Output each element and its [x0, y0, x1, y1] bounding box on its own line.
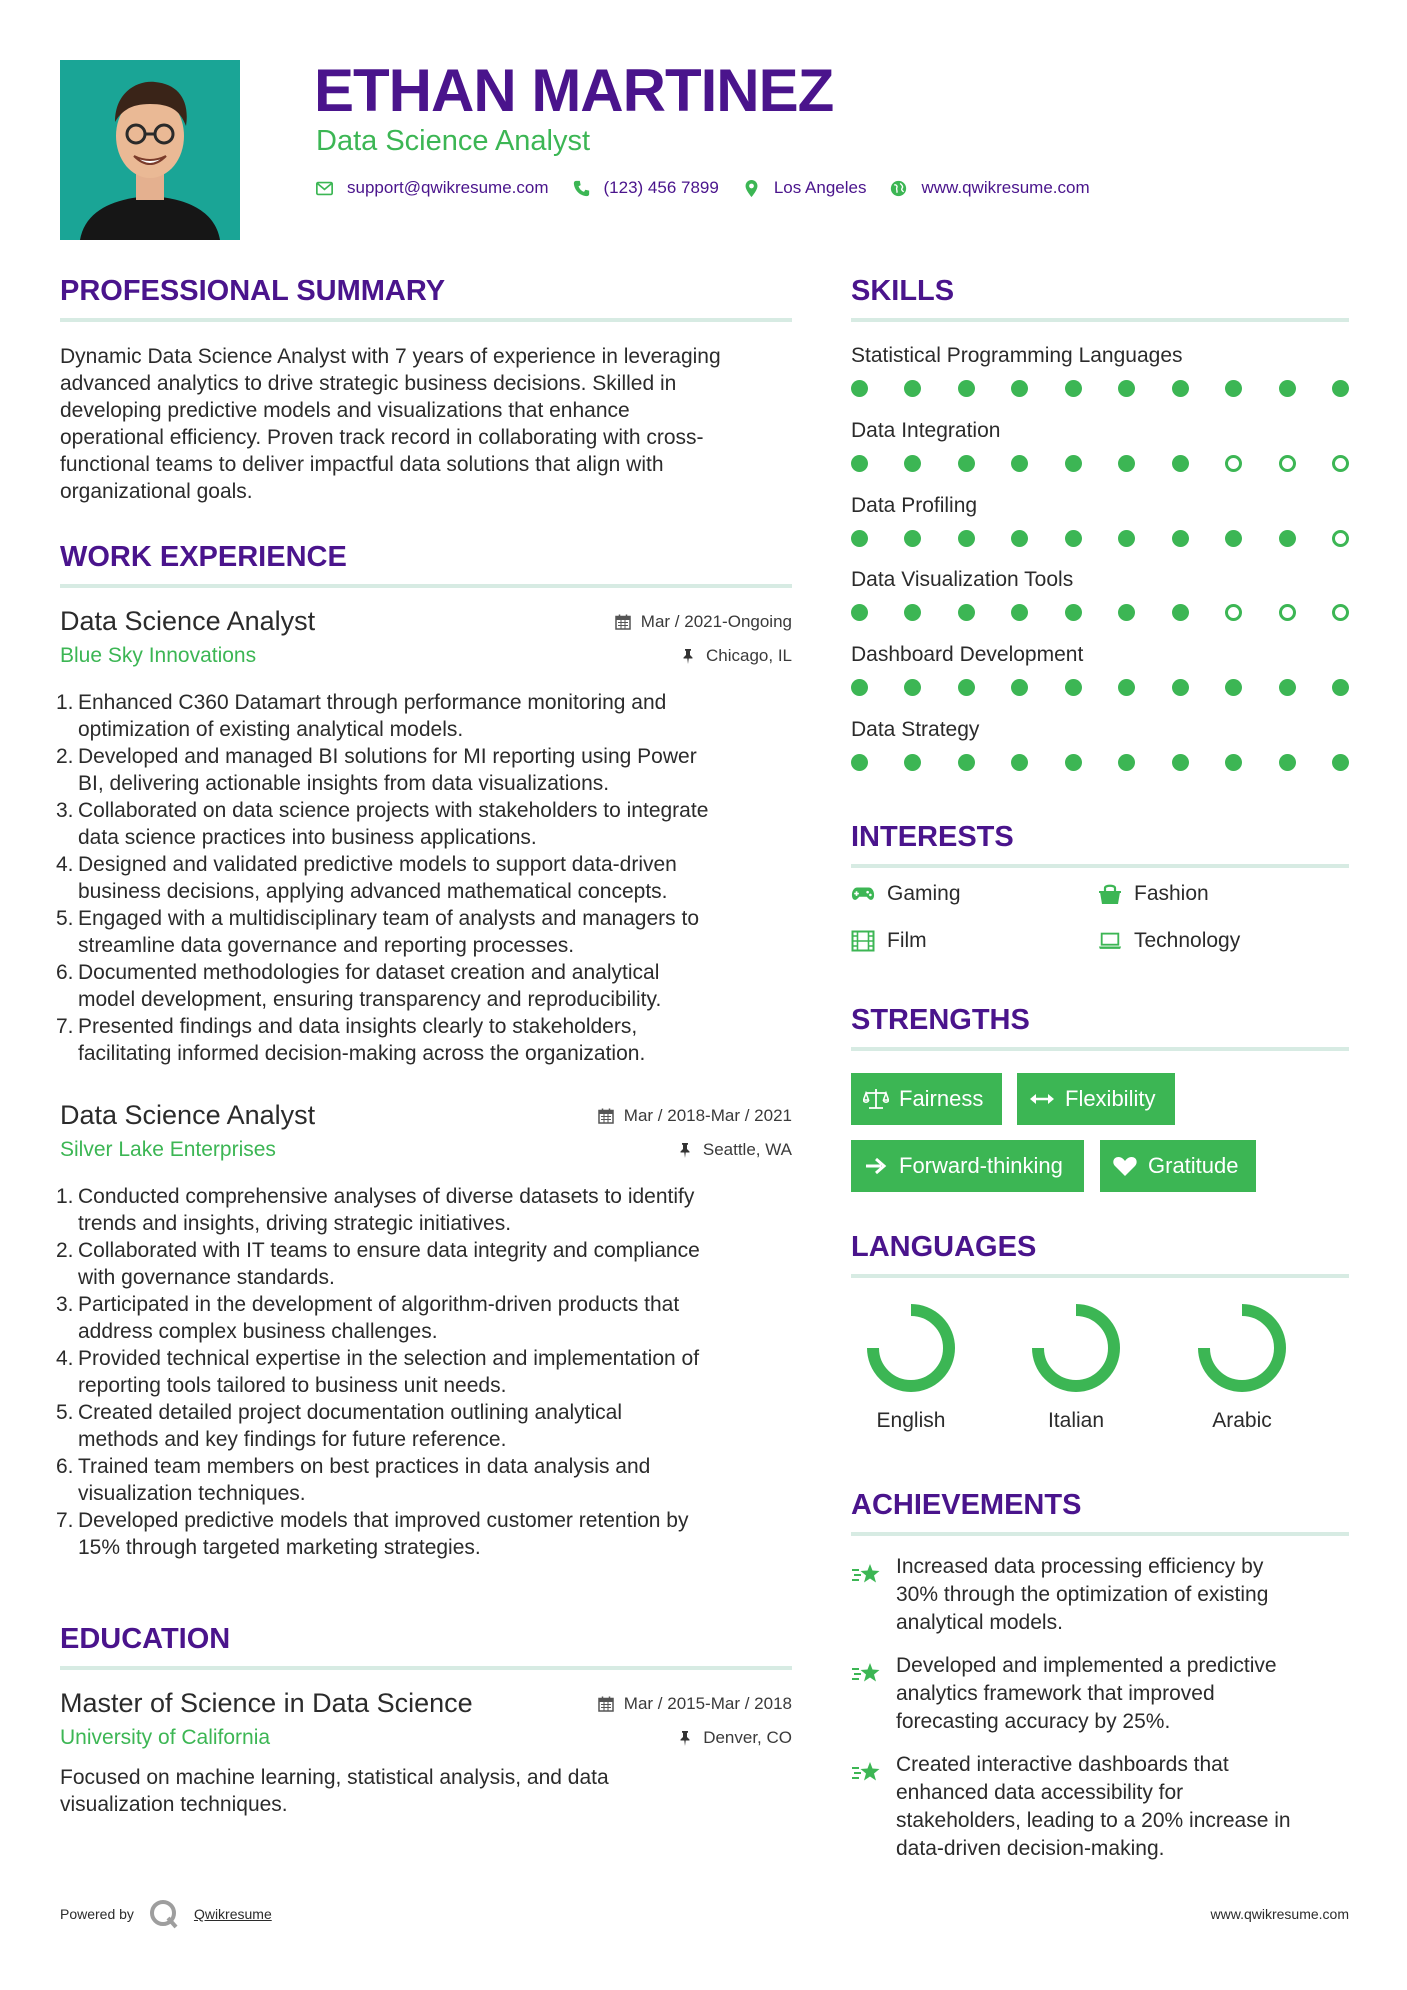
job-bullet-list — [56, 1183, 796, 1561]
shooting-star-icon — [851, 1759, 883, 1787]
strengths-heading: STRENGTHS — [851, 1004, 1030, 1036]
qwikresume-link[interactable]: Qwikresume — [193, 1906, 272, 1922]
rating-dot-filled — [1332, 754, 1349, 771]
candidate-name: ETHAN MARTINEZ — [314, 57, 834, 124]
skill-rating — [851, 380, 1349, 397]
list-number: 3. — [56, 799, 74, 822]
rating-dot-filled — [958, 604, 975, 621]
list-item — [56, 851, 796, 905]
skill-name: Data Strategy — [851, 718, 980, 741]
rating-dot-filled — [1065, 679, 1082, 696]
contact-bar — [316, 178, 1114, 198]
contact-website-text[interactable]: www.qwikresume.com — [921, 178, 1090, 197]
education-location-text: Denver, CO — [703, 1728, 792, 1747]
contact-email-text[interactable]: support@qwikresume.com — [347, 178, 549, 197]
footer-website[interactable]: www.qwikresume.com — [1210, 1906, 1349, 1922]
list-item-line: Designed and validated predictive models to support data-driven — [78, 853, 677, 876]
rating-dot-filled — [1118, 380, 1135, 397]
contact-email[interactable] — [316, 178, 549, 198]
rating-dot-filled — [851, 455, 868, 472]
rating-dot-filled — [1065, 604, 1082, 621]
achievement-line: analytics framework that improved — [896, 1682, 1215, 1705]
list-item-line: with governance standards. — [78, 1266, 335, 1289]
interest-item — [851, 929, 927, 953]
interest-item — [1098, 929, 1240, 953]
strength-label: Fairness — [899, 1086, 984, 1111]
education-date — [598, 1694, 792, 1714]
rating-dot-filled — [1011, 530, 1028, 547]
rating-dot-filled — [851, 754, 868, 771]
achievement-line: analytical models. — [896, 1611, 1063, 1634]
list-number: 1. — [56, 691, 74, 714]
job-date-text: Mar / 2018-Mar / 2021 — [623, 1106, 792, 1125]
shooting-star-icon — [851, 1561, 883, 1589]
list-item-line: BI, delivering actionable insights from data visualizations. — [78, 772, 610, 795]
rating-dot-empty — [1279, 604, 1296, 621]
list-item — [56, 1237, 796, 1291]
education-heading: EDUCATION — [60, 1623, 231, 1655]
skills-section — [851, 274, 1349, 322]
interest-label: Fashion — [1134, 882, 1209, 905]
rating-dot-filled — [1011, 604, 1028, 621]
section-divider — [851, 1274, 1349, 1278]
rating-dot-filled — [1011, 380, 1028, 397]
skills-heading: SKILLS — [851, 275, 955, 307]
section-divider — [60, 1666, 792, 1670]
list-item — [56, 1453, 796, 1507]
rating-dot-filled — [1118, 754, 1135, 771]
list-item — [56, 1399, 796, 1453]
degree-title: Master of Science in Data Science — [60, 1688, 473, 1718]
achievement-line: stakeholders, leading to a 20% increase in — [896, 1809, 1291, 1832]
interest-item — [1098, 882, 1209, 906]
interest-item — [851, 882, 961, 906]
list-item — [56, 689, 796, 743]
language-name: Italian — [1047, 1409, 1105, 1432]
interests-heading: INTERESTS — [851, 821, 1014, 853]
heart-icon — [1112, 1155, 1138, 1177]
rating-dot-filled — [958, 530, 975, 547]
list-item-line: Created detailed project documentation outlining analytical — [78, 1401, 623, 1424]
skill-name: Data Integration — [851, 419, 1001, 442]
summary-line: Dynamic Data Science Analyst with 7 years of experience in leveraging — [60, 345, 721, 368]
rating-dot-filled — [1065, 455, 1082, 472]
job-date — [598, 1106, 792, 1126]
rating-dot-filled — [1172, 530, 1189, 547]
rating-dot-filled — [904, 604, 921, 621]
laptop-icon — [1098, 930, 1122, 952]
profile-photo — [60, 60, 240, 240]
candidate-title: Data Science Analyst — [316, 125, 591, 157]
achievement-item — [851, 1652, 1351, 1736]
contact-location — [743, 178, 867, 198]
list-item-line: Enhanced C360 Datamart through performance monitoring and — [78, 691, 667, 714]
film-icon — [851, 930, 875, 952]
skill-item — [851, 493, 1349, 547]
education-description — [60, 1764, 800, 1818]
language-proficiency-ring — [1031, 1303, 1121, 1393]
rating-dot-filled — [1011, 754, 1028, 771]
languages-heading: LANGUAGES — [851, 1231, 1037, 1263]
rating-dot-filled — [1279, 754, 1296, 771]
shooting-star-icon — [851, 1660, 883, 1688]
list-number: 5. — [56, 907, 74, 930]
list-item-line: Collaborated on data science projects with stakeholders to integrate — [78, 799, 709, 822]
rating-dot-filled — [851, 530, 868, 547]
list-number: 6. — [56, 1455, 74, 1478]
experience-section — [60, 540, 792, 588]
contact-phone-text[interactable]: (123) 456 7899 — [603, 178, 719, 197]
achievements-section — [851, 1488, 1349, 1536]
section-divider — [851, 1047, 1349, 1051]
achievements-heading: ACHIEVEMENTS — [851, 1489, 1082, 1521]
list-item-line: model development, ensuring transparency and reproducibility. — [78, 988, 662, 1011]
list-item — [56, 1345, 796, 1399]
strength-tag — [851, 1140, 1084, 1192]
rating-dot-filled — [1172, 455, 1189, 472]
rating-dot-filled — [1332, 679, 1349, 696]
pushpin-icon — [677, 1142, 693, 1158]
strength-label: Gratitude — [1148, 1153, 1239, 1178]
job-company: Blue Sky Innovations — [60, 644, 257, 667]
list-item-line: data science practices into business applications. — [78, 826, 537, 849]
list-number: 7. — [56, 1015, 74, 1038]
rating-dot-filled — [1065, 754, 1082, 771]
envelope-icon — [316, 180, 333, 197]
rating-dot-filled — [1118, 679, 1135, 696]
list-item — [56, 959, 796, 1013]
summary-line: advanced analytics to drive strategic business decisions. Skilled in — [60, 372, 677, 395]
skill-item — [851, 418, 1349, 472]
rating-dot-filled — [904, 754, 921, 771]
list-item-line: Provided technical expertise in the selection and implementation of — [78, 1347, 700, 1370]
rating-dot-filled — [1225, 754, 1242, 771]
list-item-line: trends and insights, driving strategic initiatives. — [78, 1212, 512, 1235]
job-title: Data Science Analyst — [60, 606, 316, 636]
rating-dot-filled — [1332, 380, 1349, 397]
strength-tag — [1017, 1073, 1175, 1125]
interests-section — [851, 820, 1349, 868]
job-entry-header — [60, 606, 792, 676]
rating-dot-filled — [1279, 530, 1296, 547]
rating-dot-filled — [851, 604, 868, 621]
summary-line: operational efficiency. Proven track record in collaborating with cross- — [60, 426, 704, 449]
rating-dot-filled — [904, 380, 921, 397]
list-item-line: address complex business challenges. — [78, 1320, 438, 1343]
job-location — [680, 646, 792, 666]
rating-dot-empty — [1332, 530, 1349, 547]
list-number: 7. — [56, 1509, 74, 1532]
skill-rating — [851, 754, 1349, 771]
list-item — [56, 1013, 796, 1067]
interest-label: Gaming — [887, 882, 961, 905]
achievement-line: enhanced data accessibility for — [896, 1781, 1184, 1804]
globe-icon — [890, 180, 907, 197]
list-item — [56, 1291, 796, 1345]
skill-rating — [851, 530, 1349, 547]
list-item-line: Presented findings and data insights clearly to stakeholders, — [78, 1015, 638, 1038]
interest-label: Technology — [1134, 929, 1241, 952]
education-entry-header — [60, 1688, 792, 1758]
language-item — [1011, 1303, 1141, 1433]
achievement-line: Increased data processing efficiency by — [896, 1555, 1264, 1578]
school-name: University of California — [60, 1726, 271, 1749]
education-line: visualization techniques. — [60, 1793, 288, 1816]
arrows-horizontal-icon — [1029, 1088, 1055, 1110]
list-item-line: Developed predictive models that improved customer retention by — [78, 1509, 689, 1532]
list-number: 1. — [56, 1185, 74, 1208]
list-number: 5. — [56, 1401, 74, 1424]
list-item — [56, 1507, 796, 1561]
rating-dot-filled — [1225, 380, 1242, 397]
education-location — [677, 1728, 792, 1748]
list-number: 2. — [56, 745, 74, 768]
list-item-line: reporting tools tailored to business unit needs. — [78, 1374, 507, 1397]
list-item-line: facilitating informed decision-making across the organization. — [78, 1042, 646, 1065]
footer-branding — [60, 1898, 272, 1930]
contact-phone[interactable] — [573, 178, 719, 198]
rating-dot-empty — [1225, 455, 1242, 472]
list-item — [56, 797, 796, 851]
list-number: 4. — [56, 1347, 74, 1370]
summary-line: functional teams to deliver impactful data solutions that align with — [60, 453, 664, 476]
skill-item — [851, 717, 1349, 771]
job-bullet-list — [56, 689, 796, 1067]
list-item-line: optimization of existing analytical models. — [78, 718, 464, 741]
section-divider — [851, 864, 1349, 868]
list-number: 2. — [56, 1239, 74, 1262]
rating-dot-filled — [904, 530, 921, 547]
language-proficiency-ring — [1197, 1303, 1287, 1393]
job-location — [677, 1140, 792, 1160]
contact-website[interactable] — [890, 178, 1089, 198]
rating-dot-filled — [1172, 604, 1189, 621]
rating-dot-filled — [958, 754, 975, 771]
rating-dot-filled — [958, 380, 975, 397]
education-date-text: Mar / 2015-Mar / 2018 — [623, 1694, 792, 1713]
calendar-icon — [598, 1696, 614, 1712]
skill-item — [851, 343, 1349, 397]
gamepad-icon — [851, 883, 875, 905]
list-item-line: Engaged with a multidisciplinary team of analysts and managers to — [78, 907, 699, 930]
skill-item — [851, 642, 1349, 696]
strengths-section — [851, 1003, 1349, 1051]
strength-tag — [1100, 1140, 1256, 1192]
achievement-item — [851, 1751, 1351, 1863]
list-item — [56, 905, 796, 959]
list-item-line: Developed and managed BI solutions for MI reporting using Power — [78, 745, 697, 768]
section-divider — [60, 318, 792, 322]
language-name: English — [876, 1409, 946, 1432]
job-company: Silver Lake Enterprises — [60, 1138, 276, 1161]
calendar-icon — [615, 614, 631, 630]
rating-dot-filled — [1065, 380, 1082, 397]
summary-section — [60, 274, 792, 322]
rating-dot-filled — [1118, 455, 1135, 472]
language-item — [1177, 1303, 1307, 1433]
list-item-line: visualization techniques. — [78, 1482, 306, 1505]
summary-line: developing predictive models and visualizations that enhance — [60, 399, 630, 422]
rating-dot-filled — [1118, 530, 1135, 547]
skill-rating — [851, 679, 1349, 696]
language-proficiency-ring — [866, 1303, 956, 1393]
list-number: 4. — [56, 853, 74, 876]
powered-by-label: Powered by — [60, 1906, 134, 1922]
contact-location-text: Los Angeles — [773, 178, 867, 197]
skill-name: Data Profiling — [851, 494, 978, 517]
rating-dot-filled — [1279, 679, 1296, 696]
skill-name: Dashboard Development — [851, 643, 1084, 666]
list-item-line: Participated in the development of algorithm-driven products that — [78, 1293, 680, 1316]
achievement-item — [851, 1553, 1351, 1637]
job-location-text: Chicago, IL — [706, 646, 792, 665]
rating-dot-filled — [1065, 530, 1082, 547]
job-location-text: Seattle, WA — [702, 1140, 792, 1159]
rating-dot-empty — [1332, 455, 1349, 472]
rating-dot-filled — [1011, 455, 1028, 472]
list-item-line: Conducted comprehensive analyses of diverse datasets to identify — [78, 1185, 695, 1208]
list-item-line: business decisions, applying advanced mathematical concepts. — [78, 880, 668, 903]
list-item-line: Collaborated with IT teams to ensure data integrity and compliance — [78, 1239, 700, 1262]
rating-dot-filled — [904, 455, 921, 472]
rating-dot-filled — [1172, 754, 1189, 771]
list-item-line: Documented methodologies for dataset creation and analytical — [78, 961, 660, 984]
language-name: Arabic — [1212, 1409, 1272, 1432]
rating-dot-filled — [1225, 679, 1242, 696]
experience-heading: WORK EXPERIENCE — [60, 541, 347, 573]
rating-dot-filled — [904, 679, 921, 696]
section-divider — [851, 318, 1349, 322]
shopping-bag-icon — [1098, 883, 1122, 905]
summary-text — [60, 343, 800, 505]
skill-name: Data Visualization Tools — [851, 568, 1074, 591]
qwikresume-logo-icon — [148, 1898, 180, 1930]
interest-label: Film — [887, 929, 927, 952]
achievement-line: Developed and implemented a predictive — [896, 1654, 1277, 1677]
achievement-line: 30% through the optimization of existing — [896, 1583, 1269, 1606]
rating-dot-filled — [1172, 679, 1189, 696]
education-section — [60, 1622, 792, 1670]
job-date-text: Mar / 2021-Ongoing — [640, 612, 792, 631]
rating-dot-empty — [1332, 604, 1349, 621]
section-divider — [851, 1532, 1349, 1536]
summary-line: organizational goals. — [60, 480, 253, 503]
languages-section — [851, 1230, 1349, 1278]
rating-dot-filled — [1279, 380, 1296, 397]
list-number: 6. — [56, 961, 74, 984]
skill-name: Statistical Programming Languages — [851, 344, 1183, 367]
map-marker-icon — [743, 180, 760, 197]
list-item — [56, 1183, 796, 1237]
rating-dot-empty — [1279, 455, 1296, 472]
list-number: 3. — [56, 1293, 74, 1316]
skill-rating — [851, 455, 1349, 472]
education-line: Focused on machine learning, statistical analysis, and data — [60, 1766, 609, 1789]
rating-dot-filled — [958, 455, 975, 472]
balance-scale-icon — [863, 1088, 889, 1110]
job-date — [615, 612, 792, 632]
rating-dot-filled — [851, 679, 868, 696]
language-item — [846, 1303, 976, 1433]
summary-heading: PROFESSIONAL SUMMARY — [60, 275, 446, 307]
job-entry-header — [60, 1100, 792, 1170]
achievement-line: forecasting accuracy by 25%. — [896, 1710, 1171, 1733]
strength-label: Forward-thinking — [899, 1153, 1063, 1178]
skill-rating — [851, 604, 1349, 621]
list-item-line: streamline data governance and reporting processes. — [78, 934, 575, 957]
achievement-line: Created interactive dashboards that — [896, 1753, 1229, 1776]
arrow-right-icon — [863, 1155, 889, 1177]
list-item-line: 15% through targeted marketing strategies. — [78, 1536, 481, 1559]
skill-item — [851, 567, 1349, 621]
section-divider — [60, 584, 792, 588]
rating-dot-filled — [851, 380, 868, 397]
strength-tag — [851, 1073, 1002, 1125]
rating-dot-filled — [1172, 380, 1189, 397]
pushpin-icon — [680, 648, 696, 664]
rating-dot-empty — [1225, 604, 1242, 621]
rating-dot-filled — [1011, 679, 1028, 696]
calendar-icon — [598, 1108, 614, 1124]
rating-dot-filled — [958, 679, 975, 696]
list-item-line: Trained team members on best practices in data analysis and — [78, 1455, 651, 1478]
list-item — [56, 743, 796, 797]
rating-dot-filled — [1225, 530, 1242, 547]
rating-dot-filled — [1118, 604, 1135, 621]
job-title: Data Science Analyst — [60, 1100, 316, 1130]
achievement-line: data-driven decision-making. — [896, 1837, 1165, 1860]
strength-label: Flexibility — [1065, 1086, 1156, 1111]
phone-icon — [573, 180, 590, 197]
list-item-line: methods and key findings for future reference. — [78, 1428, 507, 1451]
pushpin-icon — [677, 1730, 693, 1746]
